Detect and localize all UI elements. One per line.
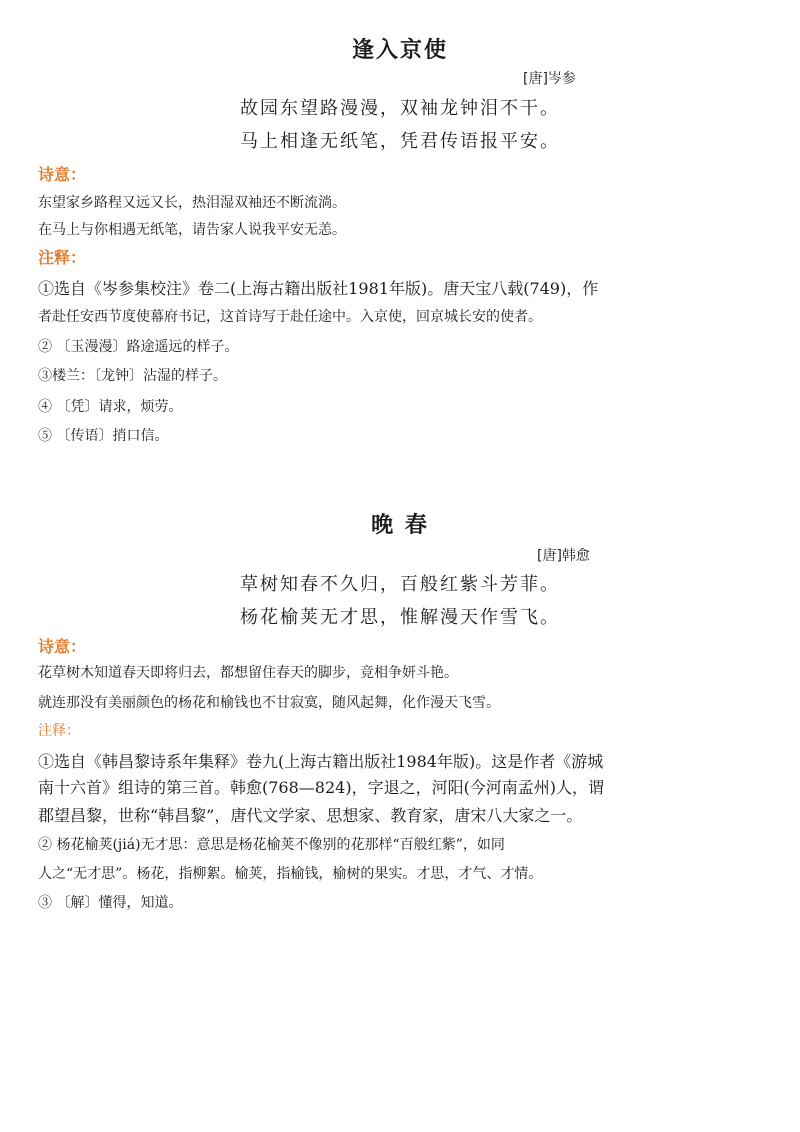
poem1-note-line-1: ①选自《岑参集校注》卷二(上海古籍出版社1981年版)。唐天宝八载(749)，作	[38, 279, 599, 298]
poem2-meaning-line-2: 就连那没有美丽颜色的杨花和榆钱也不甘寂寞，随风起舞，化作漫天飞雪。	[38, 695, 500, 711]
poem2-note-line-2: 南十六首》组诗的第三首。韩愈(768—824)，字退之，河阳(今河南孟州)人，谓	[38, 778, 605, 797]
poem2-meaning-label: 诗意：	[38, 637, 87, 656]
poem1-author: [唐]岑参	[523, 71, 576, 87]
poem1-note-line-5: ④ 〔凭〕请求，烦劳。	[38, 399, 183, 415]
poem1-meaning-line-1: 东望家乡路程又远又长，热泪湿双袖还不断流淌。	[38, 195, 346, 211]
poem2-note-line-4: ② 杨花榆荚(jiá)无才思：意思是杨花榆荚不像别的花那样“百般红紫”，如同	[38, 837, 505, 853]
poem1-notes-label: 注释：	[38, 248, 87, 267]
poem2-line-1: 草树知春不久归，百般红紫斗芳菲。	[240, 574, 560, 595]
poem1-note-line-4: ③楼兰：〔龙钟〕沾湿的样子。	[38, 368, 227, 384]
poem2-notes-label: 注释：	[38, 723, 80, 739]
poem2-title: 晚 春	[371, 513, 429, 538]
poem1-note-line-2: 者赴任安西节度使幕府书记，这首诗写于赴任途中。入京使，回京城长安的使者。	[38, 309, 542, 325]
poem2-note-line-6: ③ 〔解〕懂得，知道。	[38, 895, 183, 911]
poem2-meaning-line-1: 花草树木知道春天即将归去，都想留住春天的脚步，竞相争妍斗艳。	[38, 665, 458, 681]
poem1-note-line-6: ⑤ 〔传语〕捎口信。	[38, 428, 169, 444]
poem1-meaning-label: 诗意：	[38, 165, 87, 184]
poem2-note-line-3: 郡望昌黎，世称“韩昌黎”，唐代文学家、思想家、教育家，唐宋八大家之一。	[38, 806, 583, 825]
poem2-note-line-1: ①选自《韩昌黎诗系年集释》卷九(上海古籍出版社1984年版)。这是作者《游城	[38, 752, 604, 771]
poem2-author: [唐]韩愈	[537, 548, 590, 564]
poem1-line-2: 马上相逢无纸笔，凭君传语报平安。	[240, 131, 560, 152]
poem1-meaning-line-2: 在马上与你相遇无纸笔，请告家人说我平安无恙。	[38, 222, 346, 238]
poem1-title: 逢入京使	[351, 38, 448, 63]
poem2-note-line-5: 人之“无才思”。杨花，指柳絮。榆荚，指榆钱，榆树的果实。才思，才气、才情。	[38, 866, 543, 882]
poem1-line-1: 故园东望路漫漫，双袖龙钟泪不干。	[240, 98, 560, 119]
poem1-note-line-3: ② 〔玉漫漫〕路途遥远的样子。	[38, 339, 239, 355]
poem2-line-2: 杨花榆荚无才思，惟解漫天作雪飞。	[240, 607, 560, 628]
